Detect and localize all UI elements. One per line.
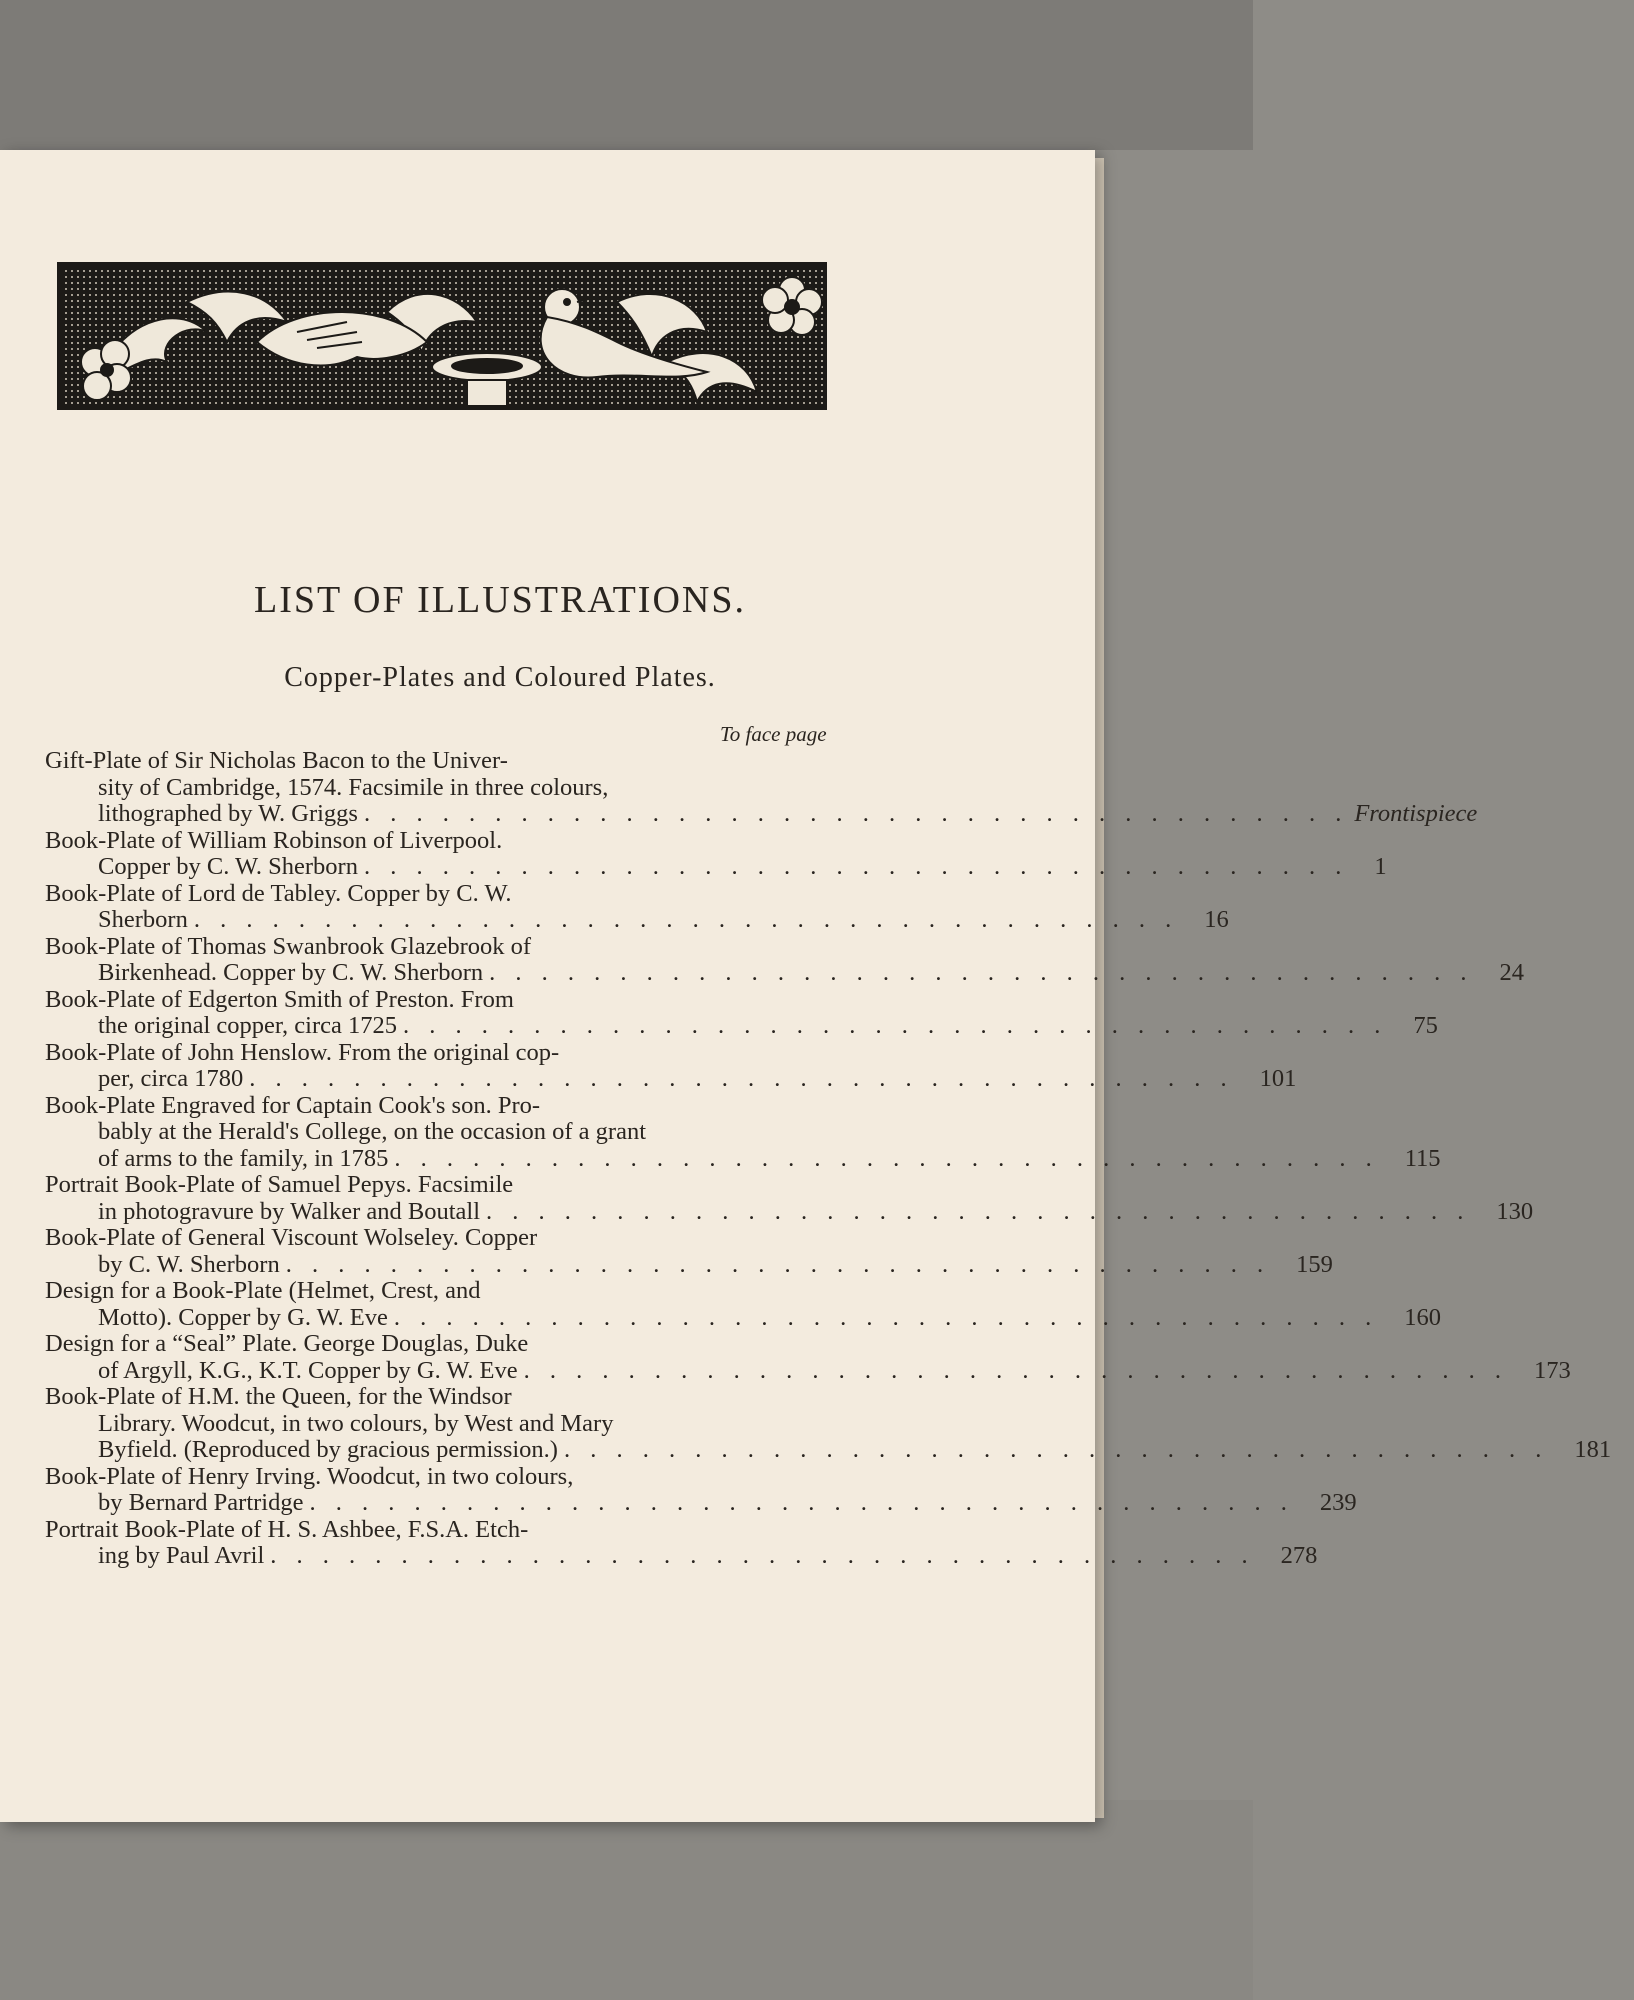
list-item-line xyxy=(45,1489,1357,1517)
list-item-line xyxy=(45,1065,1297,1093)
list-item xyxy=(45,1277,1442,1331)
page-number: 24 xyxy=(1499,959,1525,986)
list-item-text: of Argyll, K.G., K.T. Copper by G. W. Eve xyxy=(98,1356,518,1384)
list-item-line xyxy=(45,1464,845,1491)
list-item-line xyxy=(45,1356,1571,1385)
list-item xyxy=(45,879,1229,934)
list-item-line xyxy=(45,1411,845,1438)
dot-leader: . . . . . . . . . . . . . . . . . . . . . . . . . . . . . . . . . . . . . . xyxy=(363,800,1349,827)
page-number: 115 xyxy=(1404,1144,1441,1172)
list-item-text: Design for a “Seal” Plate. George Douglas, Duke xyxy=(45,1330,529,1357)
list-item-text: Portrait Book-Plate of Samuel Pepys. Facsimile xyxy=(45,1171,514,1198)
list-item-line xyxy=(45,800,1478,828)
list-item-line xyxy=(45,959,1525,987)
list-item-text: Byfield. (Reproduced by gracious permission.) xyxy=(98,1436,558,1463)
list-item xyxy=(45,1383,1612,1464)
list-item xyxy=(45,1091,1441,1173)
list-item-text: per, circa 1780 xyxy=(98,1065,244,1092)
list-item xyxy=(45,1224,1333,1278)
list-item-line xyxy=(45,934,845,961)
list-item-line xyxy=(45,1093,845,1120)
dot-leader: . . . . . . . . . . . . . . . . . . . . . . . . . . . . . . . . . . . . . . xyxy=(309,1489,1294,1516)
page-title: LIST OF ILLUSTRATIONS. xyxy=(254,579,746,621)
dot-leader: . . . . . . . . . . . . . . . . . . . . . . . . . . . . . . . . . . . . . . xyxy=(394,1144,1379,1172)
list-item-text: Book-Plate of Henry Irving. Woodcut, in two colours, xyxy=(45,1462,574,1490)
list-item-line xyxy=(45,1225,845,1252)
dot-leader: . . . . . . . . . . . . . . . . . . . . . . . . . . . . . . . . . . . . . . xyxy=(403,1012,1388,1039)
list-item xyxy=(45,932,1525,987)
list-item-line xyxy=(45,1250,1333,1279)
list-item xyxy=(45,1171,1534,1225)
list-item xyxy=(45,1038,1297,1093)
list-item-text: Copper by C. W. Sherborn xyxy=(98,853,358,880)
page-number: 130 xyxy=(1496,1197,1534,1225)
list-item-line xyxy=(45,1012,1438,1040)
list-item-line xyxy=(45,987,845,1014)
list-item-text: Book-Plate of John Henslow. From the original cop- xyxy=(45,1038,560,1066)
list-item-line xyxy=(45,881,845,908)
list-item-text: in photogravure by Walker and Boutall xyxy=(98,1197,480,1225)
page-number: 101 xyxy=(1259,1065,1297,1092)
background-bottom xyxy=(0,1800,1253,2000)
dot-leader: . . . . . . . . . . . . . . . . . . . . . . . . . . . . . . . . . . . . . . xyxy=(363,853,1349,880)
list-item-text: Book-Plate of H.M. the Queen, for the Windsor xyxy=(45,1383,512,1410)
list-item-text: Design for a Book-Plate (Helmet, Crest, and xyxy=(45,1277,481,1304)
list-item-line xyxy=(45,1384,845,1411)
list-item xyxy=(45,1515,1318,1570)
list-item-line xyxy=(45,1144,1441,1173)
face-page-label: To face page xyxy=(720,722,827,746)
dot-leader: . . . . . . . . . . . . . . . . . . . . . . . . . . . . . . . . . . . . . . xyxy=(193,906,1179,933)
list-item-line xyxy=(45,1542,1318,1570)
list-item-line xyxy=(45,1303,1442,1332)
page-number: 1 xyxy=(1374,853,1387,880)
page-number: 181 xyxy=(1574,1436,1612,1463)
list-item-text: lithographed by W. Griggs xyxy=(98,800,358,827)
list-item-line xyxy=(45,1517,845,1544)
list-item-text: Book-Plate of William Robinson of Liverpool. xyxy=(45,826,503,854)
list-item-line xyxy=(45,1119,845,1146)
birds-and-foliage-woodcut-icon xyxy=(57,262,827,410)
list-item xyxy=(45,1462,1357,1517)
list-item-text: the original copper, circa 1725 xyxy=(98,1012,398,1039)
list-item xyxy=(45,747,1478,828)
list-item-line xyxy=(45,1278,845,1305)
list-item-line xyxy=(45,828,845,855)
page-number: 239 xyxy=(1319,1489,1357,1516)
list-item-line xyxy=(45,1172,845,1199)
list-item-text: Birkenhead. Copper by C. W. Sherborn xyxy=(98,959,484,986)
page-number: 278 xyxy=(1280,1542,1318,1569)
list-item-text: Book-Plate of Edgerton Smith of Preston. From xyxy=(45,985,514,1013)
list-item xyxy=(45,985,1438,1040)
list-item-line xyxy=(45,906,1229,934)
dot-leader: . . . . . . . . . . . . . . . . . . . . . . . . . . . . . . . . . . . . . . xyxy=(523,1356,1509,1384)
list-item-line xyxy=(45,1040,845,1067)
list-item-text: sity of Cambridge, 1574. Facsimile in three colours, xyxy=(98,773,609,801)
list-item-line xyxy=(45,748,845,775)
list-item-line xyxy=(45,1436,1612,1464)
background-top xyxy=(0,0,1253,150)
dot-leader: . . . . . . . . . . . . . . . . . . . . . . . . . . . . . . . . . . . . . . xyxy=(489,959,1474,986)
list-item xyxy=(45,1330,1571,1384)
list-item-text: by Bernard Partridge xyxy=(98,1489,304,1516)
list-item-text: Gift-Plate of Sir Nicholas Bacon to the Univer- xyxy=(45,747,508,774)
dot-leader: . . . . . . . . . . . . . . . . . . . . . . . . . . . . . . . . . . . . . . xyxy=(249,1065,1234,1092)
page-number: Frontispiece xyxy=(1354,800,1478,827)
list-item-text: Portrait Book-Plate of H. S. Ashbee, F.S.A. Etch- xyxy=(45,1515,529,1543)
list-item-text: Book-Plate of Lord de Tabley. Copper by C. W. xyxy=(45,879,512,907)
page-number: 173 xyxy=(1534,1356,1571,1384)
dot-leader: . . . . . . . . . . . . . . . . . . . . . . . . . . . . . . . . . . . . . . xyxy=(563,1436,1549,1463)
list-item-text: Sherborn xyxy=(98,906,188,933)
list-item-text: of arms to the family, in 1785 xyxy=(98,1144,389,1172)
dot-leader: . . . . . . . . . . . . . . . . . . . . . . . . . . . . . . . . . . . . . . xyxy=(393,1303,1379,1331)
list-item-line xyxy=(45,853,1387,881)
section-subtitle: Copper-Plates and Coloured Plates. xyxy=(284,662,716,693)
list-item-line xyxy=(45,775,845,802)
list-item-text: Book-Plate of Thomas Swanbrook Glazebrook of xyxy=(45,932,532,960)
list-item-text: by C. W. Sherborn xyxy=(98,1250,280,1278)
list-item-text: ing by Paul Avril xyxy=(98,1542,265,1569)
page-number: 160 xyxy=(1404,1303,1442,1331)
dot-leader: . . . . . . . . . . . . . . . . . . . . . . . . . . . . . . . . . . . . . . xyxy=(486,1197,1471,1225)
page-number: 159 xyxy=(1296,1250,1333,1278)
page-number: 75 xyxy=(1413,1012,1438,1039)
list-item-text: Book-Plate of General Viscount Wolseley. Copper xyxy=(45,1224,538,1251)
illustrations-list xyxy=(45,747,1612,1570)
list-item xyxy=(45,826,1387,881)
list-item-line xyxy=(45,1331,845,1358)
list-item-text: Motto). Copper by G. W. Eve xyxy=(98,1303,388,1331)
page-number: 16 xyxy=(1204,906,1229,933)
list-item-line xyxy=(45,1197,1534,1226)
dot-leader: . . . . . . . . . . . . . . . . . . . . . . . . . . . . . . . . . . . . . . xyxy=(285,1250,1271,1278)
list-item-text: bably at the Herald's College, on the occasion of a grant xyxy=(98,1118,646,1145)
list-item-text: Book-Plate Engraved for Captain Cook's son. Pro- xyxy=(45,1091,541,1119)
list-item-text: Library. Woodcut, in two colours, by West and Mary xyxy=(98,1409,614,1437)
dot-leader: . . . . . . . . . . . . . . . . . . . . . . . . . . . . . . . . . . . . . . xyxy=(270,1542,1255,1569)
